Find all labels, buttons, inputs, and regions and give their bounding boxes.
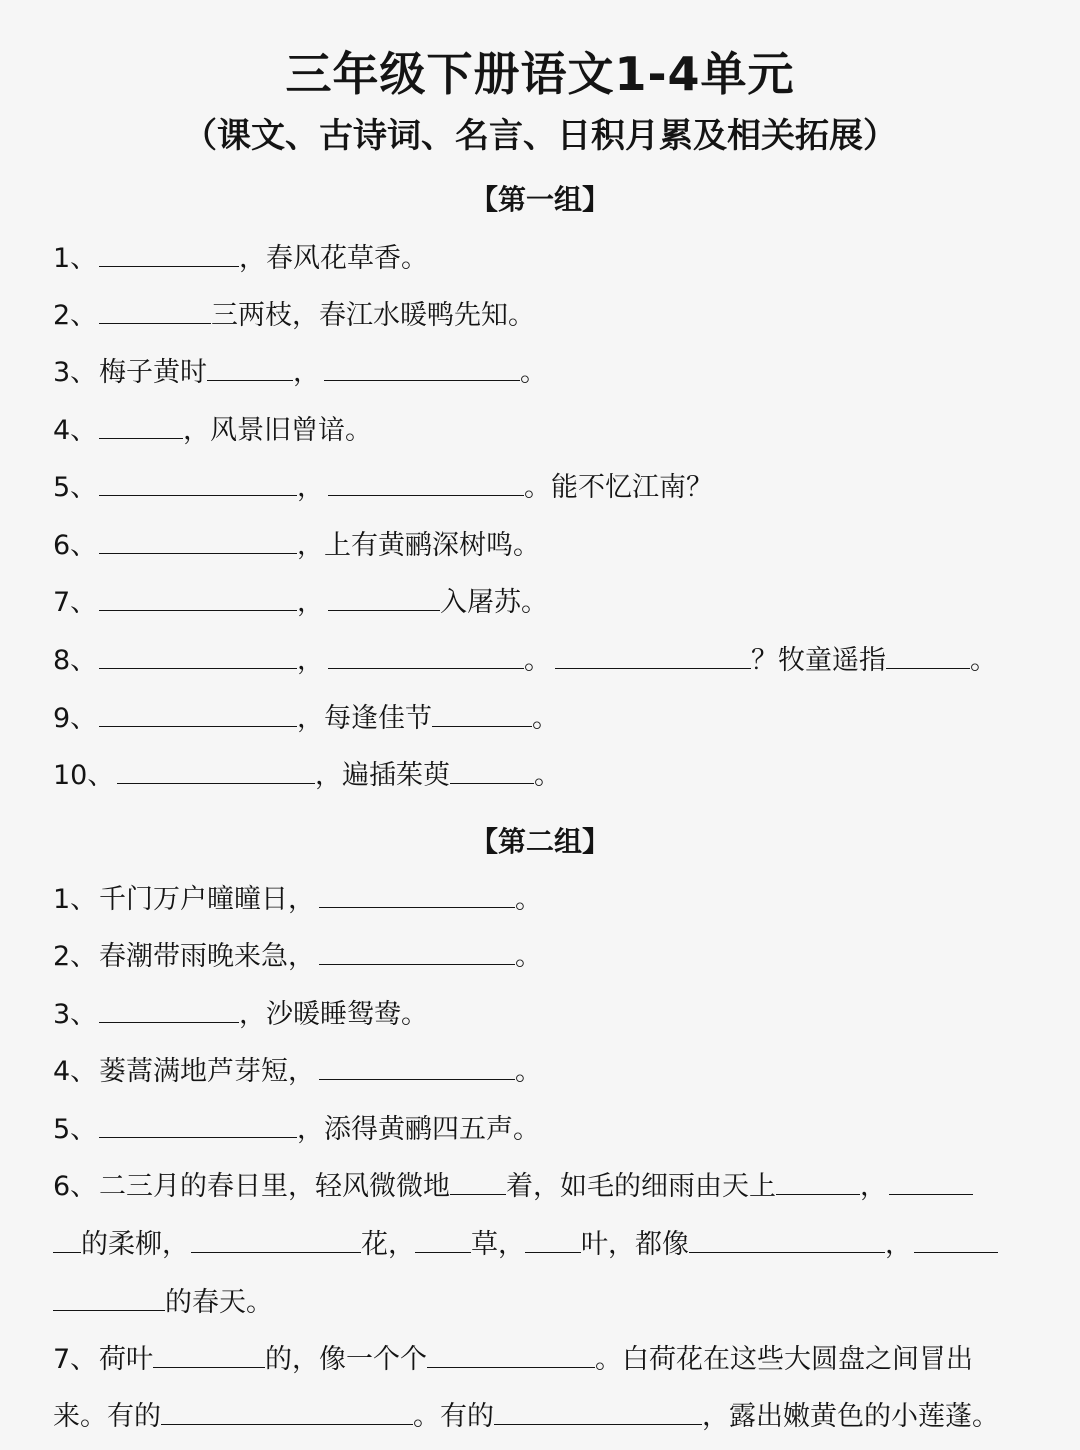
question-line — [53, 1053, 1040, 1091]
answer-blank[interactable] — [432, 700, 532, 727]
answer-blank[interactable] — [450, 1168, 506, 1195]
answer-blank[interactable] — [886, 642, 970, 669]
answer-blank[interactable] — [494, 1398, 702, 1425]
question-text: 。 — [520, 357, 547, 388]
answer-blank[interactable] — [99, 642, 297, 669]
question-text: 来。有的 — [53, 1401, 161, 1432]
question-text: 。 — [515, 884, 542, 915]
question-text: ， — [860, 1171, 887, 1202]
answer-blank[interactable] — [555, 642, 751, 669]
question-number: 1、 — [53, 884, 98, 915]
question-text: ， — [293, 357, 320, 388]
question-number: 4、 — [53, 415, 98, 446]
answer-blank[interactable] — [415, 1226, 471, 1253]
question-number: 5、 — [53, 1114, 98, 1145]
answer-blank[interactable] — [324, 354, 520, 381]
question-number: 5、 — [53, 472, 98, 503]
question-line — [53, 881, 1040, 919]
answer-blank[interactable] — [99, 297, 211, 324]
question-text: 荷叶 — [99, 1344, 153, 1375]
question-text: ， — [297, 472, 324, 503]
question-text: 。 — [515, 1056, 542, 1087]
question-text: 草， — [471, 1229, 525, 1260]
question-text: ？牧童遥指 — [751, 645, 886, 676]
question-line — [53, 240, 1040, 278]
question-number: 6、 — [53, 1171, 98, 1202]
question-text: 。有的 — [413, 1401, 494, 1432]
question-text: 的春天。 — [165, 1287, 273, 1318]
question-number: 7、 — [53, 1344, 98, 1375]
answer-blank[interactable] — [99, 700, 297, 727]
question-text: ，露出嫩黄色的小莲蓬。 — [702, 1401, 999, 1432]
answer-blank[interactable] — [319, 1053, 515, 1080]
question-text: 。能不忆江南？ — [524, 472, 713, 503]
question-line — [53, 297, 1040, 335]
question-number: 8、 — [53, 645, 98, 676]
question-text: 。 — [532, 703, 559, 734]
answer-blank[interactable] — [153, 1341, 265, 1368]
answer-blank[interactable] — [889, 1168, 973, 1195]
answer-blank[interactable] — [99, 240, 239, 267]
question-number: 2、 — [53, 300, 98, 331]
group-heading-2: 【第二组】 — [469, 825, 610, 858]
answer-blank[interactable] — [161, 1398, 413, 1425]
answer-blank[interactable] — [914, 1226, 998, 1253]
question-text: ，春风花草香。 — [239, 243, 428, 274]
answer-blank[interactable] — [99, 996, 239, 1023]
question-text: 的柔柳， — [81, 1229, 189, 1260]
answer-blank[interactable] — [99, 469, 297, 496]
answer-blank[interactable] — [450, 757, 534, 784]
answer-blank[interactable] — [427, 1341, 595, 1368]
answer-blank[interactable] — [191, 1226, 361, 1253]
question-number: 9、 — [53, 703, 98, 734]
answer-blank[interactable] — [53, 1284, 165, 1311]
question-text: ，上有黄鹂深树鸣。 — [297, 530, 540, 561]
answer-blank[interactable] — [117, 757, 315, 784]
answer-blank[interactable] — [99, 584, 297, 611]
question-text: 入屠苏。 — [440, 587, 548, 618]
question-number: 7、 — [53, 587, 98, 618]
question-number: 3、 — [53, 357, 98, 388]
question-line — [53, 469, 1040, 507]
question-line — [53, 584, 1040, 622]
question-text: ， — [885, 1229, 912, 1260]
question-line — [53, 354, 1040, 392]
question-number: 2、 — [53, 941, 98, 972]
question-number: 3、 — [53, 999, 98, 1030]
question-line — [53, 700, 1040, 738]
question-text: ，添得黄鹂四五声。 — [297, 1114, 540, 1145]
question-text: 叶，都像 — [581, 1229, 689, 1260]
question-text: 千门万户曈曈日， — [99, 884, 315, 915]
answer-blank[interactable] — [689, 1226, 885, 1253]
answer-blank[interactable] — [99, 527, 297, 554]
question-text: 花， — [361, 1229, 415, 1260]
question-text: ， — [297, 587, 324, 618]
answer-blank[interactable] — [328, 469, 524, 496]
question-line — [53, 1341, 1040, 1379]
question-line — [53, 1111, 1040, 1149]
question-text: 的，像一个个 — [265, 1344, 427, 1375]
answer-blank[interactable] — [328, 642, 524, 669]
group-heading-1: 【第一组】 — [469, 183, 610, 216]
question-text: 着，如毛的细雨由天上 — [506, 1171, 776, 1202]
question-text: ，沙暖睡鸳鸯。 — [239, 999, 428, 1030]
question-text: 梅子黄时 — [99, 357, 207, 388]
question-line — [53, 642, 1040, 680]
question-line — [53, 1226, 1040, 1264]
page-subtitle: （课文、古诗词、名言、日积月累及相关拓展） — [183, 116, 897, 156]
question-text: 。 — [515, 941, 542, 972]
answer-blank[interactable] — [328, 584, 440, 611]
question-text: 蒌蒿满地芦芽短， — [99, 1056, 315, 1087]
answer-blank[interactable] — [99, 1111, 297, 1138]
answer-blank[interactable] — [319, 938, 515, 965]
question-text: ，每逢佳节 — [297, 703, 432, 734]
question-text: 。 — [534, 760, 561, 791]
question-number: 4、 — [53, 1056, 98, 1087]
question-text: ，风景旧曾谙。 — [183, 415, 372, 446]
question-line — [53, 757, 1040, 795]
question-number: 10、 — [53, 760, 115, 791]
answer-blank[interactable] — [525, 1226, 581, 1253]
answer-blank[interactable] — [99, 412, 183, 439]
question-number: 6、 — [53, 530, 98, 561]
question-number: 1、 — [53, 243, 98, 274]
page-title: 三年级下册语文1-4单元 — [285, 47, 795, 101]
question-line — [53, 527, 1040, 565]
question-line — [53, 1168, 1040, 1206]
answer-blank[interactable] — [319, 881, 515, 908]
answer-blank[interactable] — [776, 1168, 860, 1195]
answer-blank[interactable] — [53, 1226, 81, 1253]
question-text: 。 — [970, 645, 997, 676]
question-line — [53, 996, 1040, 1034]
question-text: ，遍插茱萸 — [315, 760, 450, 791]
question-text: 春潮带雨晚来急， — [99, 941, 315, 972]
question-text: 。 — [524, 645, 551, 676]
question-line — [53, 938, 1040, 976]
question-line — [53, 1398, 1040, 1436]
question-line — [53, 1284, 1040, 1322]
question-text: ， — [297, 645, 324, 676]
question-text: 三两枝，春江水暖鸭先知。 — [211, 300, 535, 331]
question-text: 。白荷花在这些大圆盘之间冒出 — [595, 1344, 973, 1375]
question-text: 二三月的春日里，轻风微微地 — [99, 1171, 450, 1202]
answer-blank[interactable] — [207, 354, 293, 381]
question-line — [53, 412, 1040, 450]
